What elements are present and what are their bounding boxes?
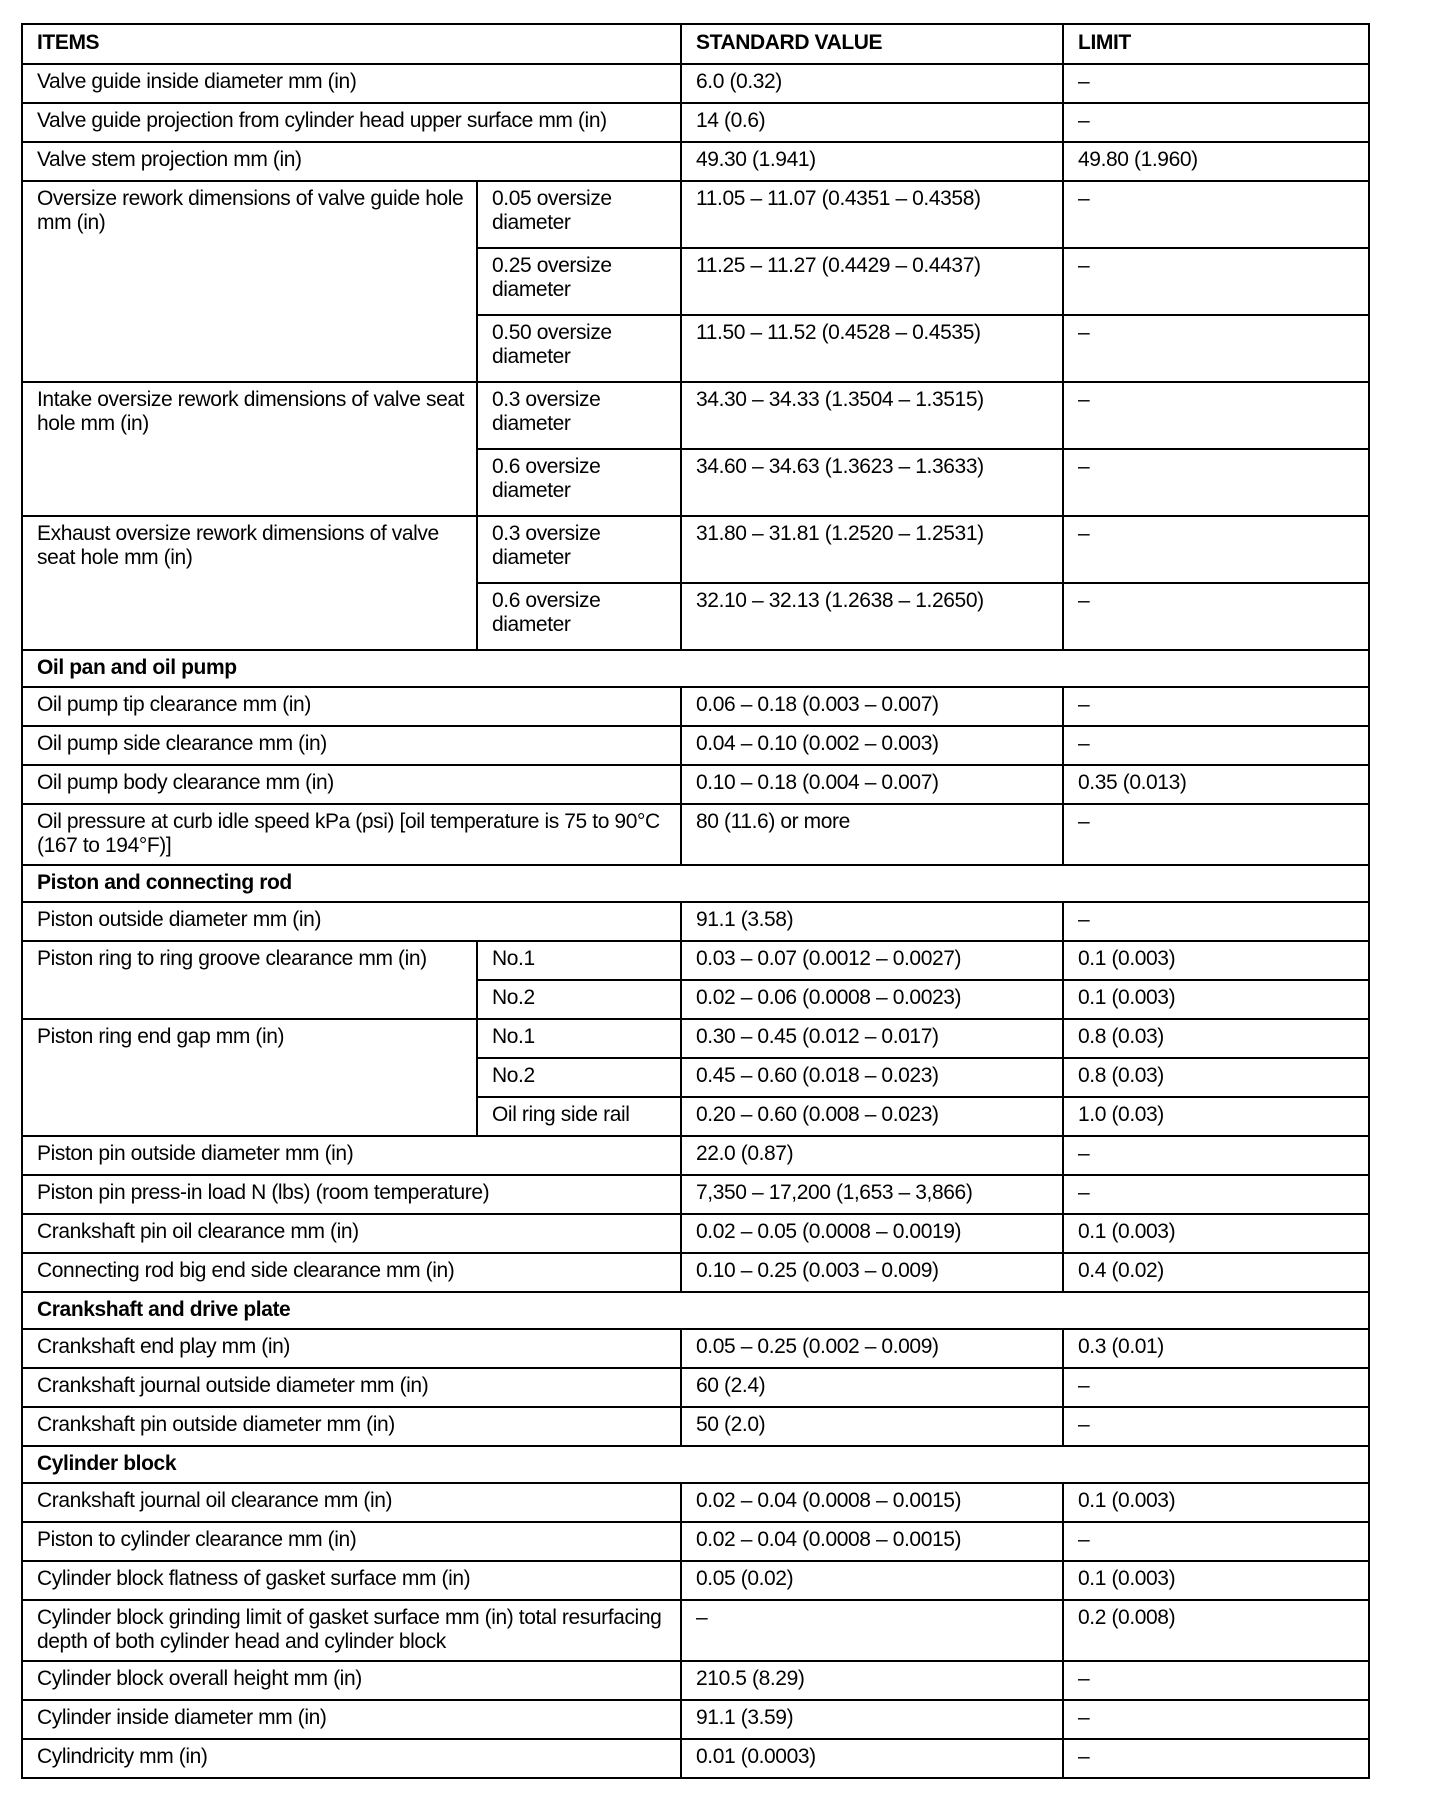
limit-value: 0.2 (0.008) xyxy=(1063,1600,1369,1661)
standard-value: 7,350 – 17,200 (1,653 – 3,866) xyxy=(681,1175,1063,1214)
sub-item-label: 0.3 oversize diameter xyxy=(477,382,681,449)
table-row xyxy=(22,1329,1369,1368)
sub-item-label: No.1 xyxy=(477,1019,681,1058)
sub-item-label: 0.3 oversize diameter xyxy=(477,516,681,583)
standard-value: 80 (11.6) or more xyxy=(681,804,1063,865)
limit-value: 0.8 (0.03) xyxy=(1063,1058,1369,1097)
standard-value: 0.45 – 0.60 (0.018 – 0.023) xyxy=(681,1058,1063,1097)
limit-value: 0.1 (0.003) xyxy=(1063,1214,1369,1253)
table-row xyxy=(22,765,1369,804)
item-label: Cylindricity mm (in) xyxy=(22,1739,681,1778)
section-row xyxy=(22,1292,1369,1329)
limit-value: – xyxy=(1063,449,1369,516)
item-label: Crankshaft pin oil clearance mm (in) xyxy=(22,1214,681,1253)
header-standard-value: STANDARD VALUE xyxy=(681,24,1063,64)
item-label: Exhaust oversize rework dimensions of valve seat hole mm (in) xyxy=(22,516,477,650)
limit-value: – xyxy=(1063,382,1369,449)
table-row xyxy=(22,1253,1369,1292)
standard-value: 60 (2.4) xyxy=(681,1368,1063,1407)
standard-value: 34.30 – 34.33 (1.3504 – 1.3515) xyxy=(681,382,1063,449)
section-heading: Crankshaft and drive plate xyxy=(22,1292,1369,1329)
standard-value: 0.06 – 0.18 (0.003 – 0.007) xyxy=(681,687,1063,726)
item-label: Oil pump body clearance mm (in) xyxy=(22,765,681,804)
item-label: Crankshaft journal oil clearance mm (in) xyxy=(22,1483,681,1522)
item-label: Piston to cylinder clearance mm (in) xyxy=(22,1522,681,1561)
sub-item-label: 0.6 oversize diameter xyxy=(477,449,681,516)
item-label: Intake oversize rework dimensions of valve seat hole mm (in) xyxy=(22,382,477,516)
table-row xyxy=(22,1561,1369,1600)
limit-value: – xyxy=(1063,181,1369,248)
limit-value: 0.1 (0.003) xyxy=(1063,980,1369,1019)
limit-value: – xyxy=(1063,1700,1369,1739)
standard-value: 91.1 (3.58) xyxy=(681,902,1063,941)
standard-value: 6.0 (0.32) xyxy=(681,64,1063,103)
sub-item-label: No.2 xyxy=(477,980,681,1019)
limit-value: 0.1 (0.003) xyxy=(1063,941,1369,980)
standard-value: 32.10 – 32.13 (1.2638 – 1.2650) xyxy=(681,583,1063,650)
table-row xyxy=(22,1522,1369,1561)
limit-value: – xyxy=(1063,516,1369,583)
table-row xyxy=(22,1368,1369,1407)
item-label: Crankshaft end play mm (in) xyxy=(22,1329,681,1368)
item-label: Cylinder block grinding limit of gasket surface mm (in) total resurfacing depth of both cylinder head and cylinder block xyxy=(22,1600,681,1661)
item-label: Crankshaft pin outside diameter mm (in) xyxy=(22,1407,681,1446)
standard-value: 0.01 (0.0003) xyxy=(681,1739,1063,1778)
limit-value: – xyxy=(1063,1368,1369,1407)
item-label: Cylinder inside diameter mm (in) xyxy=(22,1700,681,1739)
item-label: Oversize rework dimensions of valve guide hole mm (in) xyxy=(22,181,477,382)
standard-value: 0.02 – 0.04 (0.0008 – 0.0015) xyxy=(681,1483,1063,1522)
limit-value: 0.35 (0.013) xyxy=(1063,765,1369,804)
limit-value: 0.1 (0.003) xyxy=(1063,1483,1369,1522)
table-row xyxy=(22,1661,1369,1700)
standard-value: 0.02 – 0.06 (0.0008 – 0.0023) xyxy=(681,980,1063,1019)
section-row xyxy=(22,1446,1369,1483)
standard-value: 49.30 (1.941) xyxy=(681,142,1063,181)
header-limit: LIMIT xyxy=(1063,24,1369,64)
item-label: Oil pump tip clearance mm (in) xyxy=(22,687,681,726)
limit-value: – xyxy=(1063,1522,1369,1561)
standard-value: 210.5 (8.29) xyxy=(681,1661,1063,1700)
limit-value: – xyxy=(1063,1661,1369,1700)
sub-item-label: No.1 xyxy=(477,941,681,980)
table-row xyxy=(22,1700,1369,1739)
table-row xyxy=(22,382,1369,449)
item-label: Cylinder block flatness of gasket surface mm (in) xyxy=(22,1561,681,1600)
limit-value: – xyxy=(1063,804,1369,865)
item-label: Piston ring to ring groove clearance mm (in) xyxy=(22,941,477,1019)
limit-value: 49.80 (1.960) xyxy=(1063,142,1369,181)
table-row xyxy=(22,902,1369,941)
sub-item-label: 0.6 oversize diameter xyxy=(477,583,681,650)
specifications-table xyxy=(21,23,1370,1779)
item-label: Oil pressure at curb idle speed kPa (psi) [oil temperature is 75 to 90°C (167 to 194°F)] xyxy=(22,804,681,865)
limit-value: – xyxy=(1063,64,1369,103)
table-row xyxy=(22,804,1369,865)
table-row xyxy=(22,941,1369,980)
standard-value: 0.05 – 0.25 (0.002 – 0.009) xyxy=(681,1329,1063,1368)
standard-value: 0.10 – 0.25 (0.003 – 0.009) xyxy=(681,1253,1063,1292)
sub-item-label: 0.05 oversize diameter xyxy=(477,181,681,248)
sub-item-label: No.2 xyxy=(477,1058,681,1097)
sub-item-label: 0.50 oversize diameter xyxy=(477,315,681,382)
limit-value: – xyxy=(1063,902,1369,941)
limit-value: – xyxy=(1063,103,1369,142)
standard-value: 91.1 (3.59) xyxy=(681,1700,1063,1739)
item-label: Oil pump side clearance mm (in) xyxy=(22,726,681,765)
section-heading: Piston and connecting rod xyxy=(22,865,1369,902)
standard-value: 50 (2.0) xyxy=(681,1407,1063,1446)
limit-value: – xyxy=(1063,248,1369,315)
limit-value: – xyxy=(1063,1739,1369,1778)
standard-value: 11.50 – 11.52 (0.4528 – 0.4535) xyxy=(681,315,1063,382)
section-heading: Cylinder block xyxy=(22,1446,1369,1483)
table-row xyxy=(22,1019,1369,1058)
section-heading: Oil pan and oil pump xyxy=(22,650,1369,687)
limit-value: – xyxy=(1063,1175,1369,1214)
limit-value: – xyxy=(1063,1407,1369,1446)
standard-value: 22.0 (0.87) xyxy=(681,1136,1063,1175)
table-row xyxy=(22,1739,1369,1778)
standard-value: 0.02 – 0.05 (0.0008 – 0.0019) xyxy=(681,1214,1063,1253)
limit-value: – xyxy=(1063,315,1369,382)
table-row xyxy=(22,1136,1369,1175)
item-label: Piston ring end gap mm (in) xyxy=(22,1019,477,1136)
table-row xyxy=(22,516,1369,583)
sub-item-label: 0.25 oversize diameter xyxy=(477,248,681,315)
item-label: Cylinder block overall height mm (in) xyxy=(22,1661,681,1700)
item-label: Piston pin press-in load N (lbs) (room temperature) xyxy=(22,1175,681,1214)
standard-value: 0.30 – 0.45 (0.012 – 0.017) xyxy=(681,1019,1063,1058)
limit-value: 0.3 (0.01) xyxy=(1063,1329,1369,1368)
limit-value: 0.4 (0.02) xyxy=(1063,1253,1369,1292)
table-row xyxy=(22,1407,1369,1446)
section-row xyxy=(22,865,1369,902)
section-row xyxy=(22,650,1369,687)
item-label: Valve guide inside diameter mm (in) xyxy=(22,64,681,103)
standard-value: 0.03 – 0.07 (0.0012 – 0.0027) xyxy=(681,941,1063,980)
item-label: Valve guide projection from cylinder head upper surface mm (in) xyxy=(22,103,681,142)
item-label: Valve stem projection mm (in) xyxy=(22,142,681,181)
table-row xyxy=(22,1483,1369,1522)
table-row xyxy=(22,64,1369,103)
standard-value: 11.25 – 11.27 (0.4429 – 0.4437) xyxy=(681,248,1063,315)
table-row xyxy=(22,1175,1369,1214)
standard-value: 31.80 – 31.81 (1.2520 – 1.2531) xyxy=(681,516,1063,583)
standard-value: 34.60 – 34.63 (1.3623 – 1.3633) xyxy=(681,449,1063,516)
limit-value: – xyxy=(1063,1136,1369,1175)
limit-value: 0.8 (0.03) xyxy=(1063,1019,1369,1058)
table-row xyxy=(22,1214,1369,1253)
header-items: ITEMS xyxy=(22,24,681,64)
limit-value: – xyxy=(1063,583,1369,650)
table-row xyxy=(22,142,1369,181)
table-row xyxy=(22,103,1369,142)
standard-value: 0.20 – 0.60 (0.008 – 0.023) xyxy=(681,1097,1063,1136)
standard-value: 0.04 – 0.10 (0.002 – 0.003) xyxy=(681,726,1063,765)
standard-value: 14 (0.6) xyxy=(681,103,1063,142)
standard-value: 0.10 – 0.18 (0.004 – 0.007) xyxy=(681,765,1063,804)
header-row xyxy=(22,24,1369,64)
standard-value: 0.05 (0.02) xyxy=(681,1561,1063,1600)
standard-value: – xyxy=(681,1600,1063,1661)
item-label: Piston outside diameter mm (in) xyxy=(22,902,681,941)
table-row xyxy=(22,1600,1369,1661)
standard-value: 11.05 – 11.07 (0.4351 – 0.4358) xyxy=(681,181,1063,248)
item-label: Connecting rod big end side clearance mm (in) xyxy=(22,1253,681,1292)
item-label: Piston pin outside diameter mm (in) xyxy=(22,1136,681,1175)
item-label: Crankshaft journal outside diameter mm (in) xyxy=(22,1368,681,1407)
table-row xyxy=(22,726,1369,765)
limit-value: 0.1 (0.003) xyxy=(1063,1561,1369,1600)
table-row xyxy=(22,687,1369,726)
sub-item-label: Oil ring side rail xyxy=(477,1097,681,1136)
limit-value: 1.0 (0.03) xyxy=(1063,1097,1369,1136)
standard-value: 0.02 – 0.04 (0.0008 – 0.0015) xyxy=(681,1522,1063,1561)
limit-value: – xyxy=(1063,726,1369,765)
limit-value: – xyxy=(1063,687,1369,726)
table-row xyxy=(22,181,1369,248)
